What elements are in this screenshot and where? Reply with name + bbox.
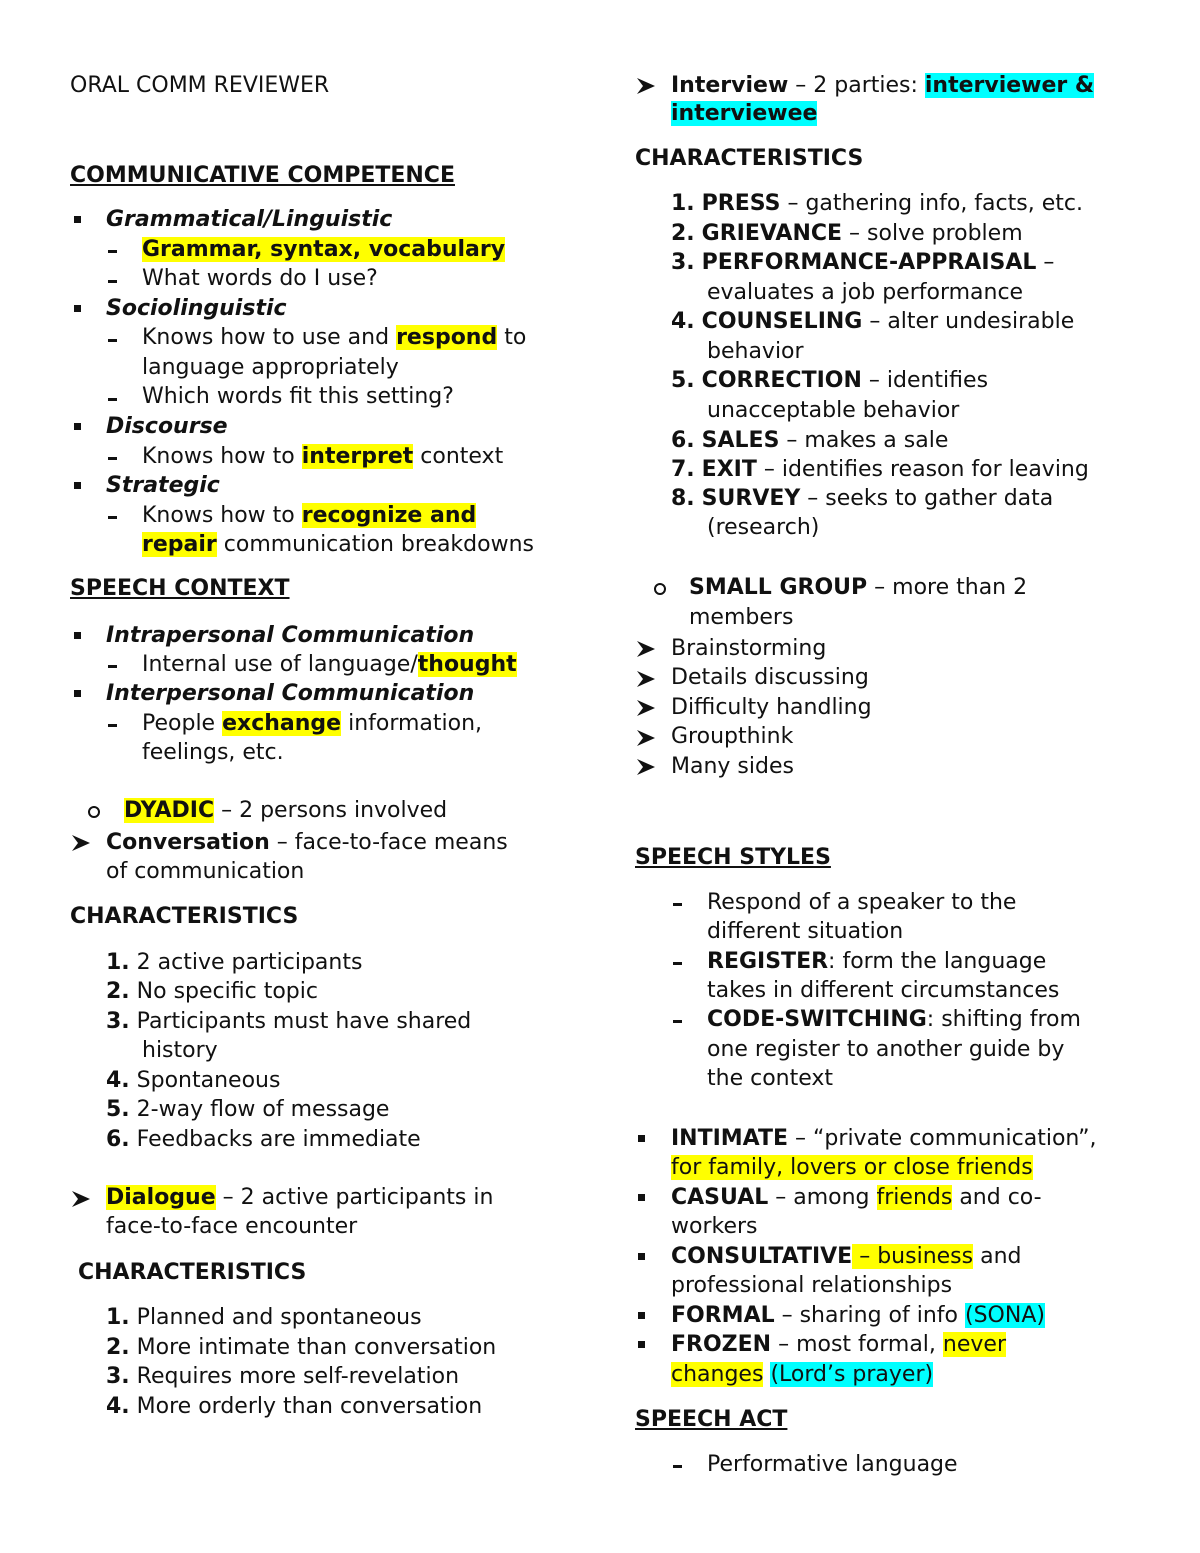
- dash-bullet-icon: [108, 665, 117, 668]
- arrow-bullet-icon: [70, 833, 92, 853]
- context-intrapersonal-detail: Internal use of language/thought: [142, 652, 517, 677]
- interview-item: Interview – 2 parties: interviewer &: [671, 73, 1095, 98]
- interview-type-3: 3. PERFORMANCE-APPRAISAL –: [671, 250, 1055, 275]
- square-bullet-icon: [638, 1253, 645, 1260]
- square-bullet-icon: [74, 482, 81, 489]
- styles-note-code-switching-cont: one register to another guide by: [707, 1037, 1065, 1062]
- small-group-activity-4: Groupthink: [671, 724, 794, 749]
- conversation-characteristic-4: 4. Spontaneous: [106, 1068, 281, 1093]
- square-bullet-icon: [638, 1194, 645, 1201]
- square-bullet-icon: [74, 305, 81, 312]
- competence-grammatical-detail-1: Grammar, syntax, vocabulary: [142, 237, 506, 262]
- style-frozen-cont: changes (Lord’s prayer): [671, 1362, 934, 1387]
- competence-strategic-detail: Knows how to recognize and: [142, 503, 477, 528]
- square-bullet-icon: [74, 632, 81, 639]
- conversation-characteristic-2: 2. No specific topic: [106, 979, 318, 1004]
- context-item-interpersonal: Interpersonal Communication: [106, 681, 475, 706]
- square-bullet-icon: [74, 216, 81, 223]
- competence-item-strategic: Strategic: [106, 473, 220, 498]
- square-bullet-icon: [638, 1135, 645, 1142]
- interview-type-6: 6. SALES – makes a sale: [671, 428, 949, 453]
- interview-type-4: 4. COUNSELING – alter undesirable: [671, 309, 1075, 334]
- competence-discourse-detail: Knows how to interpret context: [142, 444, 504, 469]
- dash-bullet-icon: [108, 724, 117, 727]
- competence-strategic-detail-cont: repair communication breakdowns: [142, 532, 534, 557]
- small-group-item: SMALL GROUP – more than 2: [689, 575, 1028, 600]
- interview-type-8: 8. SURVEY – seeks to gather data: [671, 486, 1054, 511]
- context-interpersonal-detail-cont: feelings, etc.: [142, 740, 284, 765]
- dialogue-characteristic-3: 3. Requires more self-revelation: [106, 1364, 460, 1389]
- small-group-activity-5: Many sides: [671, 754, 794, 779]
- competence-sociolinguistic-detail-1-cont: language appropriately: [142, 355, 399, 380]
- heading-speech-act: SPEECH ACT: [635, 1407, 788, 1432]
- heading-speech-context: SPEECH CONTEXT: [70, 576, 290, 601]
- styles-note-code-switching: CODE-SWITCHING: shifting from: [707, 1007, 1081, 1032]
- context-item-intrapersonal: Intrapersonal Communication: [106, 623, 475, 648]
- conversation-item-cont: of communication: [106, 859, 305, 884]
- dialogue-item: Dialogue – 2 active participants in: [106, 1185, 494, 1210]
- style-consultative-cont: professional relationships: [671, 1273, 953, 1298]
- heading-characteristics-dialogue: CHARACTERISTICS: [78, 1260, 307, 1285]
- dash-bullet-icon: [108, 280, 117, 283]
- competence-sociolinguistic-detail-1: Knows how to use and respond to: [142, 325, 527, 350]
- style-formal: FORMAL – sharing of info (SONA): [671, 1303, 1045, 1328]
- heading-speech-styles: SPEECH STYLES: [635, 845, 831, 870]
- arrow-bullet-icon: [635, 76, 657, 96]
- dash-bullet-icon: [108, 250, 117, 253]
- competence-item-sociolinguistic: Sociolinguistic: [106, 296, 287, 321]
- interview-type-2: 2. GRIEVANCE – solve problem: [671, 221, 1023, 246]
- style-casual: CASUAL – among friends and co-: [671, 1185, 1042, 1210]
- conversation-characteristic-3: 3. Participants must have shared: [106, 1009, 472, 1034]
- interview-type-5: 5. CORRECTION – identifies: [671, 368, 989, 393]
- document-title: ORAL COMM REVIEWER: [70, 73, 330, 98]
- interview-type-4-cont: behavior: [707, 339, 804, 364]
- dash-bullet-icon: [108, 398, 117, 401]
- conversation-characteristic-1: 1. 2 active participants: [106, 950, 363, 975]
- interview-item-cont: interviewee: [671, 101, 818, 126]
- conversation-characteristic-5: 5. 2-way flow of message: [106, 1097, 390, 1122]
- dyadic-item: DYADIC – 2 persons involved: [124, 798, 448, 823]
- dialogue-characteristic-1: 1. Planned and spontaneous: [106, 1305, 422, 1330]
- style-frozen: FROZEN – most formal, never: [671, 1332, 1006, 1357]
- conversation-characteristic-3-cont: history: [142, 1038, 218, 1063]
- circle-bullet-icon: [88, 806, 100, 818]
- interview-type-1: 1. PRESS – gathering info, facts, etc.: [671, 191, 1083, 216]
- dialogue-characteristic-4: 4. More orderly than conversation: [106, 1394, 483, 1419]
- square-bullet-icon: [638, 1312, 645, 1319]
- dash-bullet-icon: [108, 339, 117, 342]
- speech-act-note: Performative language: [707, 1452, 958, 1477]
- style-consultative: CONSULTATIVE – business and: [671, 1244, 1022, 1269]
- style-intimate-cont: for family, lovers or close friends: [671, 1155, 1033, 1180]
- style-casual-cont: workers: [671, 1214, 758, 1239]
- styles-note-1-cont: different situation: [707, 919, 904, 944]
- dialogue-item-cont: face-to-face encounter: [106, 1214, 358, 1239]
- styles-note-register: REGISTER: form the language: [707, 949, 1047, 974]
- competence-grammatical-detail-2: What words do I use?: [142, 266, 378, 291]
- small-group-activity-2: Details discussing: [671, 665, 869, 690]
- arrow-bullet-icon: [70, 1189, 92, 1209]
- interview-type-7: 7. EXIT – identifies reason for leaving: [671, 457, 1089, 482]
- styles-note-register-cont: takes in different circumstances: [707, 978, 1060, 1003]
- square-bullet-icon: [74, 423, 81, 430]
- dash-bullet-icon: [673, 903, 682, 906]
- conversation-characteristic-6: 6. Feedbacks are immediate: [106, 1127, 421, 1152]
- small-group-item-cont: members: [689, 605, 794, 630]
- arrow-bullet-icon: [635, 757, 657, 777]
- arrow-bullet-icon: [635, 728, 657, 748]
- interview-type-5-cont: unacceptable behavior: [707, 398, 960, 423]
- competence-sociolinguistic-detail-2: Which words fit this setting?: [142, 384, 454, 409]
- styles-note-code-switching-cont2: the context: [707, 1066, 834, 1091]
- competence-item-grammatical: Grammatical/Linguistic: [106, 207, 393, 232]
- heading-characteristics-interview: CHARACTERISTICS: [635, 146, 864, 171]
- interview-type-3-cont: evaluates a job performance: [707, 280, 1024, 305]
- dialogue-characteristic-2: 2. More intimate than conversation: [106, 1335, 497, 1360]
- competence-item-discourse: Discourse: [106, 414, 228, 439]
- styles-note-1: Respond of a speaker to the: [707, 890, 1017, 915]
- interview-type-8-cont: (research): [707, 515, 820, 540]
- heading-characteristics-conversation: CHARACTERISTICS: [70, 904, 299, 929]
- arrow-bullet-icon: [635, 669, 657, 689]
- heading-communicative-competence: COMMUNICATIVE COMPETENCE: [70, 163, 455, 188]
- arrow-bullet-icon: [635, 698, 657, 718]
- square-bullet-icon: [638, 1341, 645, 1348]
- small-group-activity-3: Difficulty handling: [671, 695, 872, 720]
- context-interpersonal-detail: People exchange information,: [142, 711, 483, 736]
- dash-bullet-icon: [673, 1020, 682, 1023]
- small-group-activity-1: Brainstorming: [671, 636, 827, 661]
- arrow-bullet-icon: [635, 639, 657, 659]
- style-intimate: INTIMATE – “private communication”,: [671, 1126, 1097, 1151]
- dash-bullet-icon: [108, 457, 117, 460]
- square-bullet-icon: [74, 690, 81, 697]
- dash-bullet-icon: [108, 516, 117, 519]
- dash-bullet-icon: [673, 962, 682, 965]
- circle-bullet-icon: [654, 583, 666, 595]
- conversation-item: Conversation – face-to-face means: [106, 830, 508, 855]
- dash-bullet-icon: [673, 1465, 682, 1468]
